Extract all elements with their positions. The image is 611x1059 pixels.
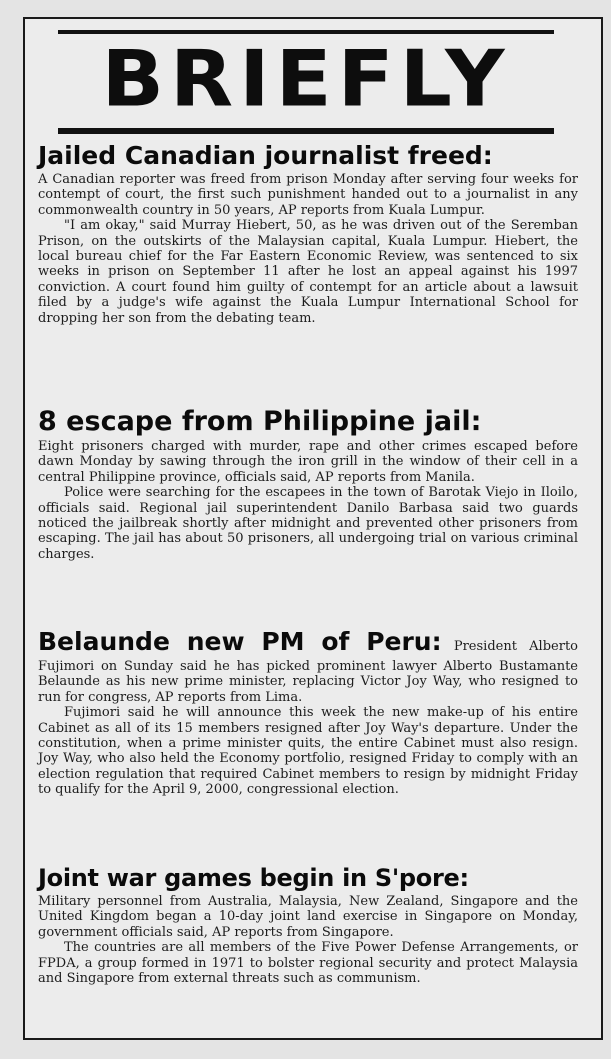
story-headline: 8 escape from Philippine jail:: [38, 406, 482, 437]
story-peru-pm: [38, 625, 578, 798]
story-body: [38, 625, 578, 798]
masthead: [58, 30, 554, 125]
masthead-rule: [58, 128, 554, 134]
story-paragraph: Fujimori said he will announce this week the new make-up of his entire Cabinet as all of its 15 members resigned after Joy Way's departure. Under the constitution, when a prime minister quits, the entire Cabinet must also resign. Joy Way, who also held the Economy portfolio, resigned Friday to comply with an election regulation that required Cabinet members to resign by midnight Friday to qualify for the April 9, 2000, congressional election.: [38, 705, 578, 798]
story-canadian-journalist: [38, 140, 578, 326]
story-body: [38, 894, 578, 986]
story-body: [38, 172, 578, 326]
story-headline: Belaunde new PM of Peru:: [38, 627, 442, 656]
story-paragraph: The countries are all members of the Five Power Defense Arrangements, or FPDA, a group formed in 1971 to bolster regional security and protect Malaysia and Singapore from external threats such as communism.: [38, 940, 578, 987]
story-paragraph: A Canadian reporter was freed from prison Monday after serving four weeks for contempt of court, the first such punishment handed out to a journalist in any commonwealth country in 50 years, AP reports from Kuala Lumpur.: [38, 172, 578, 218]
story-paragraph: "I am okay," said Murray Hiebert, 50, as he was driven out of the Seremban Prison, on the outskirts of the Malaysian capital, Kuala Lumpur. Hiebert, the local bureau chief for the Far Eastern Economic Review, was sentenced to six weeks in prison on September 11 after he lost an appeal against his 1997 conviction. A court found him guilty of contempt for an article about a lawsuit filed by a judge's wife against the Kuala Lumpur International School for dropping her son from the debating team.: [38, 218, 578, 326]
masthead-title: BRIEFLY: [101, 34, 511, 125]
story-paragraph: Eight prisoners charged with murder, rape and other crimes escaped before dawn Monday by sawing through the iron grill in the window of their cell in a central Philippine province, officials said, AP reports from Manila.: [38, 439, 578, 485]
story-paragraph: Police were searching for the escapees in the town of Barotak Viejo in Iloilo, officials said. Regional jail superintendent Danilo Barbasa said two guards noticed the jailbreak shortly after midnight and prevented other prisoners from escaping. The jail has about 50 prisoners, all undergoing trial on various criminal charges.: [38, 485, 578, 562]
story-paragraph: Military personnel from Australia, Malaysia, New Zealand, Singapore and the United Kingdom began a 10-day joint land exercise in Singapore on Monday, government officials said, AP reports from Singapore.: [38, 894, 578, 940]
story-headline: Jailed Canadian journalist freed:: [38, 141, 493, 170]
story-body: [38, 439, 578, 562]
story-headline: Joint war games begin in S'pore:: [38, 864, 469, 892]
story-joint-war-games: [38, 862, 578, 986]
story-philippine-jail: [38, 405, 578, 562]
story-lead-text: President Alberto Fujimori on Sunday said he has picked prominent lawyer Alberto Bustamante Belaunde as his new prime minister, replacing Victor Joy Way, who resigned to run for congress, AP reports from Lima.: [38, 639, 578, 705]
story-lead-paragraph: [38, 625, 578, 705]
